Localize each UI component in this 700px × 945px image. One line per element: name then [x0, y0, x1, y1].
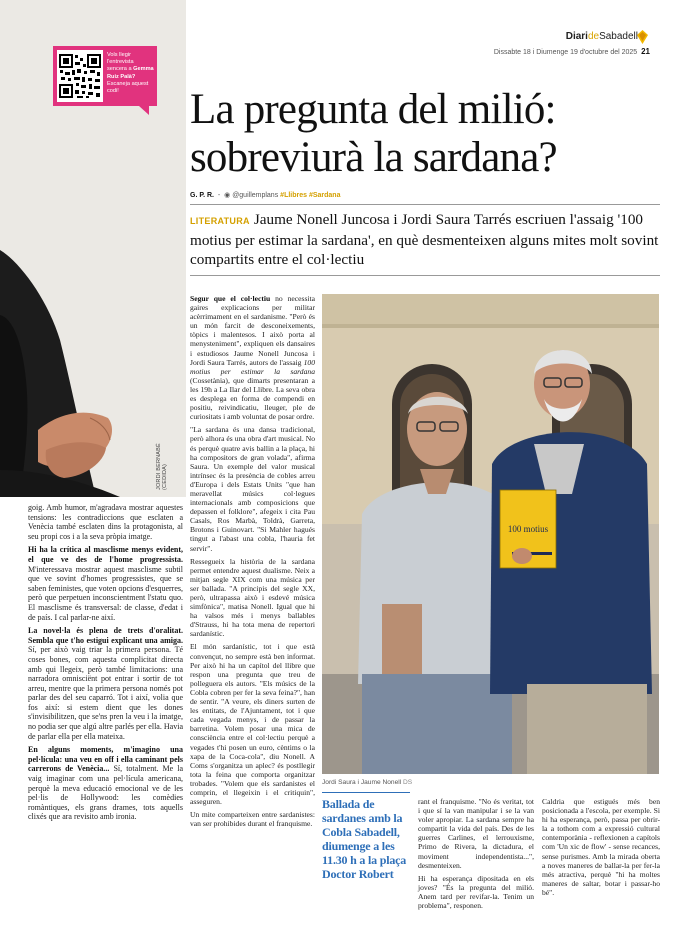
- category-label: LITERATURA: [190, 216, 250, 226]
- main-photo-image: [322, 294, 659, 774]
- interview-p1: goig. Amb humor, m'agradava mostrar aquestes tensions: les contradiccions que esclaten a Venècia també esclaten dins la protagonista, al seu propi cos i a la seva pròpia imatge.: [28, 503, 183, 541]
- twitter-icon: ◉: [224, 192, 231, 199]
- photo-caption-text: Jordi Saura i Jaume Nonell: [322, 779, 402, 786]
- qr-text: [107, 52, 155, 95]
- book-title: 100 motius per estimar la sardana: [190, 357, 315, 376]
- interview-q2: Hi ha la crítica al masclisme menys evident, el que ve des de l'home progressista.: [28, 545, 183, 564]
- byline: G. P. R. - ◉ @guillemplans #Llibres #Sardana: [190, 192, 341, 199]
- event-promo: Ballada de sardanes amb la Cobla Sabadell, diumenge a les 11.30 h a la plaça Doctor Robert: [322, 797, 407, 881]
- left-photo-credit: JORDI BERNABÉ (CEDIDA): [156, 443, 168, 490]
- headline-line2: sobreviurà la sardana?: [190, 134, 557, 181]
- article-p1b: (Cossetània), que dimarts presentaran a les 19h a La Ilar del Llibre. La seva obra es desplega en forma de compendi en positiu, reivindicatiu, lleuger, ple de curiositats i amb voluntat de posar ordre.: [190, 375, 315, 422]
- qr-text-name: Gemma Ruiz Palà?: [107, 66, 154, 80]
- masthead: [566, 31, 638, 42]
- qr-code-icon: [57, 50, 103, 102]
- brand-city: Sabadell: [599, 31, 638, 42]
- interview-q4: En alguns moments, m'imagino una pel·lícula: una veu en off i ella caminant pels carrerons de Venècia...: [28, 745, 183, 774]
- byline-handle[interactable]: @guillemplans: [232, 192, 279, 199]
- qr-promo[interactable]: [53, 46, 157, 106]
- article-p3: Ressegueix la història de la sardana permet entendre aquest dualisme. Neix a mitjan segle XIX com una música per ser ballada. "A principis del segle XX, però, ultrapassa això i esdevé música simfònica", matisa Nonell. Igual que hi ha valsos més i menys ballables d'Strauss, hi ha tota mena de repertori sardanístic.: [190, 556, 315, 639]
- photo-caption: [322, 779, 412, 786]
- article-column-2: [418, 797, 534, 914]
- article-p4: El món sardanístic, tot i que està convençut, no sempre està ben informat. Per això hi ha un capítol del llibre que respon una pregunta que treu de polleguera els autors. "Els músics de la Cobla cobren per fer la seva feina?", han de sentir. "A veure, els diners surten de les entitats, de l'Ajuntament, tot i que cada vegada menys, i de passar la barretina. Volem posar una mica de consciència entre el col·lectiu perquè a vegades t'hi posen un euro, cèntims o la xapa de la Coca-cola", diu Nonell. A Coms s'organitza un aplec? és postllegir tota la feina que comporta organitzar trobades. "Volem que els sardanistes el comprin, el llegeixin i el critiquin", asseguren.: [190, 642, 315, 807]
- article-lead: Segur que el col·lectiu: [190, 294, 271, 303]
- headline: [190, 86, 660, 182]
- article-p5: Un mite comparteixen entre sardanistes: van ser prohibides durant el franquisme.: [190, 810, 315, 829]
- issue-date: Dissabte 18 i Diumenge 19 d'octubre del 2025: [493, 49, 638, 56]
- interview-p2: M'interessava mostrar aquest masclisme subtil que ve sovint d'homes progressistes, que se saben feministes, que voten opcions d'esquerres, però que perpetuen inconscientment l'statu quo. El masclisme és transversal: de classe, d'edat i de país. I cal parlar-ne així.: [28, 564, 183, 622]
- article-col2-p2: Hi ha esperança dipositada en els joves? "És la pregunta del milió. Anem tard per revifar-la. Tenim un problema", responen.: [418, 873, 534, 911]
- standfirst-text: Jaume Nonell Juncosa i Jordi Saura Tarrés escriuen l'assaig '100 motius per estimar la sardana', en què desmenteixen alguns mites molt sovint compartits entre el col·lectiu: [190, 211, 659, 268]
- city-shield-icon: [637, 30, 648, 44]
- main-photo: [322, 294, 659, 774]
- article-column-1: [190, 294, 315, 832]
- interview-p4: Sí, totalment. Me la vaig imaginar com una pel·lícula americana, perquè la meva educació emocional ve de les pel·lis de Hollywood: les comèdies romàntiques, els grans drames, tots aquells clixés que ara revisito amb ironia.: [28, 764, 184, 822]
- headline-line1: La pregunta del milió:: [190, 86, 556, 133]
- promo-rule: [322, 792, 410, 793]
- article-p2: "La sardana és una dansa tradicional, però alhora és una obra d'art musical. No és perquè quatre avis ballin a la plaça, hi ha compositors de gran volada", afirma Saura. Un exemple del valor musical intrínsec és la presència de cobles arreu d'Europa i dels Estats Units "que han meravellat músics col·legues internacionals amb composicions que depassen el folklore", afegeix i cita Pau Casals, Ros Marbà, Toldrà, Garreta, Brotons i Guinovart. "Si Mahler hagués tingut a l'abast una cobla, l'hauria fet servir".: [190, 425, 315, 553]
- qr-text-cta: Escaneja aquest codi!: [107, 80, 149, 95]
- divider-standfirst: [190, 275, 660, 276]
- standfirst: [190, 210, 662, 269]
- article-column-3: [542, 797, 660, 901]
- qr-text-intro: Vols llegir l'entrevista sencera a: [107, 52, 134, 73]
- photo-book-title: 100 motius: [507, 524, 549, 534]
- page-number: 21: [641, 47, 650, 56]
- divider-top: [190, 204, 660, 205]
- interview-q3: La novel·la és plena de trets d'oralitat. Sembla que t'ho estigui explicant una amiga.: [28, 626, 183, 645]
- byline-tags[interactable]: #Llibres #Sardana: [280, 192, 341, 199]
- qr-code[interactable]: [57, 50, 103, 102]
- interview-column: [28, 503, 183, 826]
- page-folio: [494, 47, 650, 56]
- article-p1: no necessita gaires explicacions per militar acèrrimament en el sardanisme. "Però és un món farcit de desconeixements, tòpics i malentesos. I això porta al menysteniment", expliquen els dansaires i estudiosos Jaume Nonell Juncosa i Jordi Saura Tarrés, autors de l'assaig: [190, 294, 315, 367]
- photo-caption-source: DS: [403, 779, 413, 786]
- article-col3-p1: Caldria que estigués més ben posicionada a l'escola, per exemple. Si hi ha esperança, però, passa per obrir-la a tothom com a expressió cultural contemporània - reflexionen a capítols com 'Un xic de flow' - sense recances, sense purismes. Amb la mirada oberta a noves maneres de ballar-la per fer-la més atractiva, perquè "hi ha moltes maneres de saltar, botar i passar-ho bé".: [542, 797, 660, 897]
- brand-de: de: [587, 31, 600, 42]
- byline-author: G. P. R.: [190, 192, 214, 199]
- brand-main: Diari: [565, 31, 588, 42]
- interview-p3: Sí, per això vaig triar la primera persona. Té coses bones, com aquesta complicitat directa amb qui llegeix, però també limitacions: una narradora omnisciënt pot entrar i sortir de tot arreu, mentre que la primera persona només pot parlar des del seu caparró. Tot i així, volia que fos així: si estem dient que les dones s'invisibilitzen, que se'ns pren la veu i la imatge, no podia ser que algú altre parlés per ella. Havia de parlar ella per ella mateixa.: [28, 645, 183, 741]
- article-col2-p1: rant el franquisme. "No és veritat, tot i que sí la van manipular i se la van voler apropiar. La sardana sempre ha compartit la vida del país. Des de les guerres Carlines, el lerrouxisme, Primo de Rivera, la dictadura, el moviment independentista...", desmenteixen.: [418, 797, 534, 870]
